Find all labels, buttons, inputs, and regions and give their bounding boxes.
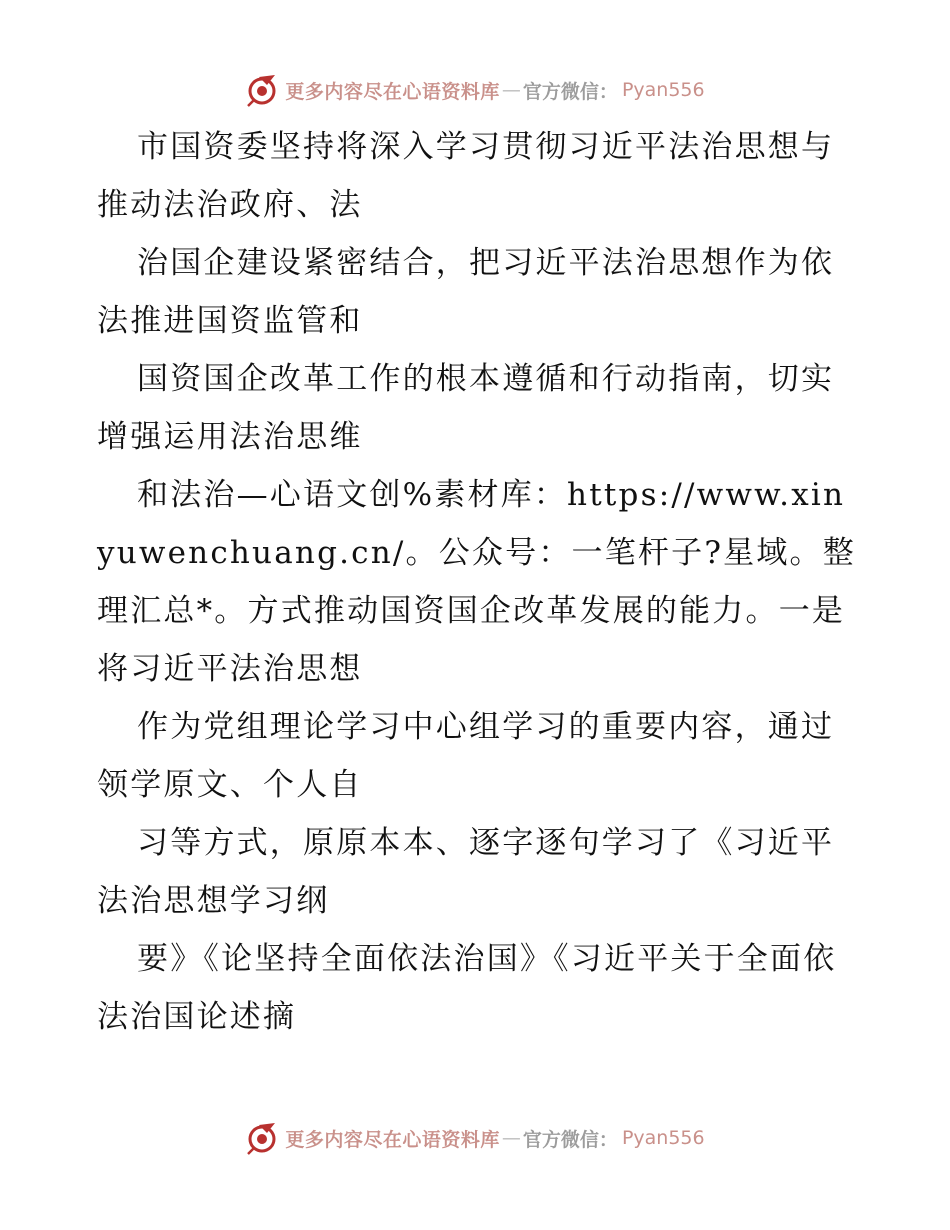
- paragraph-4: 和法治—心语文创%素材库：https://www.xinyuwenchuang.cn/。公众号：一笔杆子?星域。整理汇总*。方式推动国资国企改革发展的能力。一是将习近平法治思想: [97, 477, 856, 687]
- header-banner-dash: —: [501, 79, 521, 101]
- quill-logo-icon: [245, 1121, 279, 1155]
- footer-banner-account: Pyan556: [621, 1127, 705, 1149]
- paragraph-2: 治国企建设紧密结合，把习近平法治思想作为依法推进国资监管和: [97, 245, 835, 339]
- header-banner-main: 更多内容尽在心语资料库: [285, 80, 500, 103]
- footer-banner-main: 更多内容尽在心语资料库: [285, 1128, 500, 1151]
- footer-banner: [0, 1118, 950, 1158]
- paragraph-5: 作为党组理论学习中心组学习的重要内容，通过领学原文、个人自: [97, 709, 835, 803]
- document-body: [97, 118, 857, 1046]
- footer-banner-text: [285, 1125, 704, 1152]
- header-banner-label: 官方微信：: [522, 80, 618, 103]
- quill-logo-icon: [245, 73, 279, 107]
- footer-banner-dash: —: [501, 1127, 521, 1149]
- footer-banner-label: 官方微信：: [522, 1128, 618, 1151]
- paragraph-6: 习等方式，原原本本、逐字逐句学习了《习近平法治思想学习纲: [97, 825, 835, 919]
- paragraph-3: 国资国企改革工作的根本遵循和行动指南，切实增强运用法治思维: [97, 361, 835, 455]
- paragraph-1: 市国资委坚持将深入学习贯彻习近平法治思想与推动法治政府、法: [97, 129, 835, 223]
- header-banner-text: [285, 77, 704, 104]
- header-banner-account: Pyan556: [621, 79, 705, 101]
- paragraph-7: 要》《论坚持全面依法治国》《习近平关于全面依法治国论述摘: [97, 941, 837, 1035]
- header-banner: [0, 70, 950, 110]
